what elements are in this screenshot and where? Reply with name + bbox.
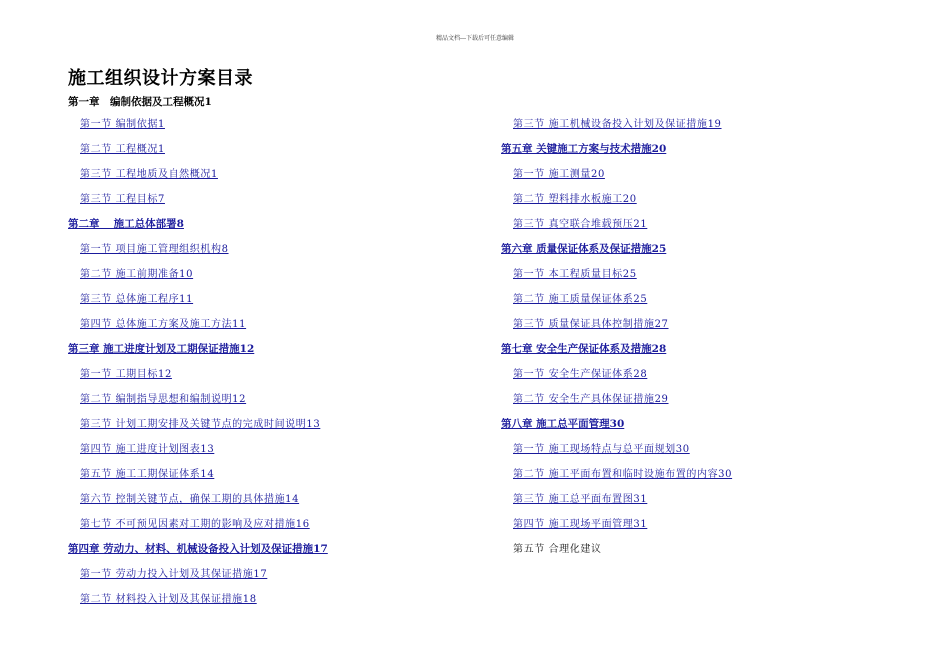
toc-chapter-link[interactable]: 第三章 施工进度计划及工期保证措施12 xyxy=(68,343,255,355)
toc-section-link[interactable]: 第七节 不可预见因素对工期的影响及应对措施16 xyxy=(80,519,310,530)
toc-section-link[interactable]: 第三节 真空联合堆载预压21 xyxy=(513,219,648,230)
toc-section-link[interactable]: 第三节 工程地质及自然概况1 xyxy=(80,169,218,180)
toc-section-link[interactable]: 第三节 施工机械设备投入计划及保证措施19 xyxy=(513,119,722,130)
toc-section-link[interactable]: 第二节 工程概况1 xyxy=(80,144,165,155)
toc-section-link[interactable]: 第二节 材料投入计划及其保证措施18 xyxy=(80,594,257,605)
toc-section-link[interactable]: 第一节 施工测量20 xyxy=(513,169,605,180)
header-note: 精品文档---下载后可任意编辑 xyxy=(435,35,515,42)
toc-section-link[interactable]: 第六节 控制关键节点，确保工期的具体措施14 xyxy=(80,494,300,505)
toc-section-link[interactable]: 第一节 项目施工管理组织机构8 xyxy=(80,244,229,255)
toc-chapter-link[interactable]: 第七章 安全生产保证体系及措施28 xyxy=(501,343,667,355)
toc-section-text: 第五节 合理化建议 xyxy=(513,544,602,555)
toc-chapter-link[interactable]: 第五章 关键施工方案与技术措施20 xyxy=(501,143,667,155)
toc-section-link[interactable]: 第一节 本工程质量目标25 xyxy=(513,269,637,280)
toc-chapter-link[interactable]: 第六章 质量保证体系及保证措施25 xyxy=(501,243,667,255)
toc-section-link[interactable]: 第二节 塑料排水板施工20 xyxy=(513,194,637,205)
toc-section-link[interactable]: 第三节 质量保证具体控制措施27 xyxy=(513,319,669,330)
toc-section-link[interactable]: 第一节 施工现场特点与总平面规划30 xyxy=(513,444,690,455)
toc-section-link[interactable]: 第二节 施工平面布置和临时设施布置的内容30 xyxy=(513,469,733,480)
toc-section-link[interactable]: 第一节 劳动力投入计划及其保证措施17 xyxy=(80,569,268,580)
toc-section-link[interactable]: 第三节 工程目标7 xyxy=(80,194,165,205)
toc-section-link[interactable]: 第三节 施工总平面布置图31 xyxy=(513,494,648,505)
toc-section-link[interactable]: 第二节 安全生产具体保证措施29 xyxy=(513,394,669,405)
toc-chapter-link[interactable]: 第四章 劳动力、材料、机械设备投入计划及保证措施17 xyxy=(68,543,328,555)
toc-section-link[interactable]: 第二节 编制指导思想和编制说明12 xyxy=(80,394,247,405)
toc-section-link[interactable]: 第四节 施工现场平面管理31 xyxy=(513,519,648,530)
toc-section-link[interactable]: 第一节 编制依据1 xyxy=(80,119,165,130)
toc-section-link[interactable]: 第一节 安全生产保证体系28 xyxy=(513,369,648,380)
toc-left-column xyxy=(68,112,488,612)
toc-chapter-link[interactable]: 第八章 施工总平面管理30 xyxy=(501,418,625,430)
toc-right-column xyxy=(501,112,921,562)
toc-section-link[interactable]: 第五节 施工工期保证体系14 xyxy=(80,469,215,480)
toc-section-link[interactable]: 第四节 总体施工方案及施工方法11 xyxy=(80,319,247,330)
toc-section-link[interactable]: 第一节 工期目标12 xyxy=(80,369,172,380)
toc-chapter-link[interactable]: 第二章 施工总体部署8 xyxy=(68,218,184,230)
toc-section-link[interactable]: 第二节 施工前期准备10 xyxy=(80,269,194,280)
toc-section-link[interactable]: 第三节 计划工期安排及关键节点的完成时间说明13 xyxy=(80,419,321,430)
toc-section-link[interactable]: 第四节 施工进度计划图表13 xyxy=(80,444,215,455)
toc-section-link[interactable]: 第二节 施工质量保证体系25 xyxy=(513,294,648,305)
toc-chapter-1-heading: 第一章 编制依据及工程概况1 xyxy=(68,96,212,108)
document-title: 施工组织设计方案目录 xyxy=(68,68,253,89)
toc-section-link[interactable]: 第三节 总体施工程序11 xyxy=(80,294,194,305)
